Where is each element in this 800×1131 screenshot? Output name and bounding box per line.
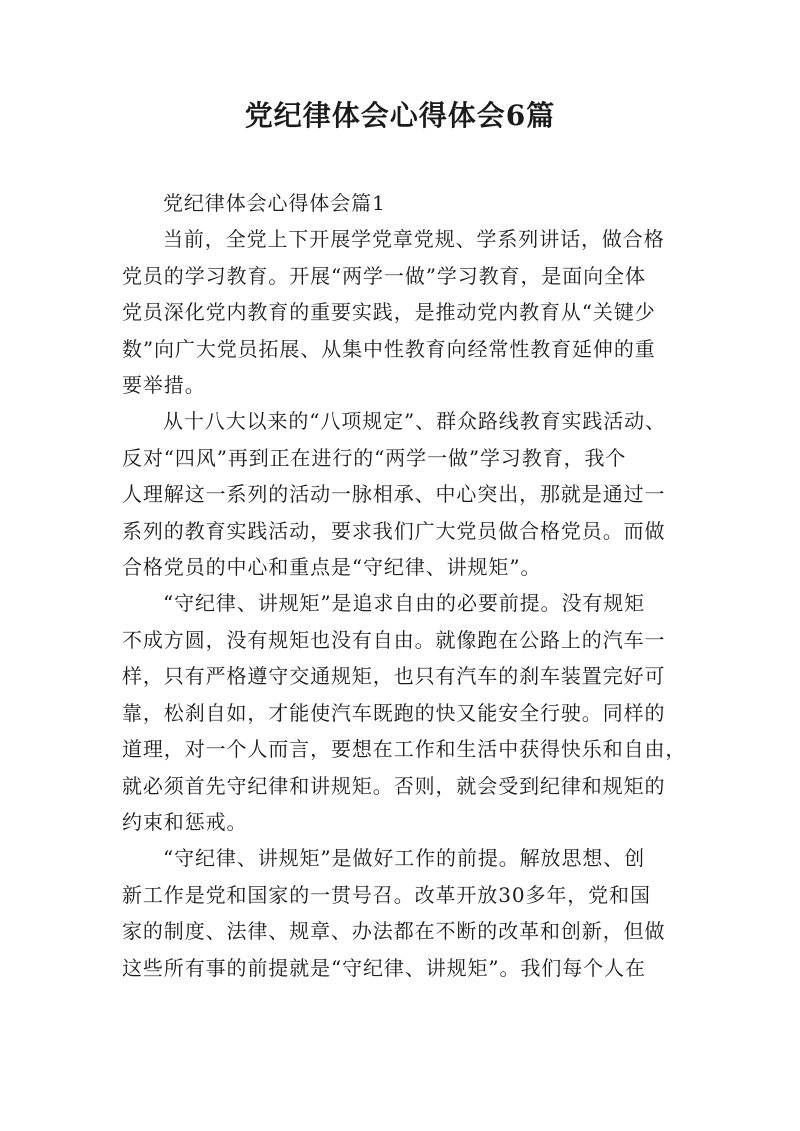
paragraph-line: 系列的教育实践活动，要求我们广大党员做合格党员。而做 xyxy=(122,518,666,543)
paragraph-line: 靠，松刹自如，才能使汽车既跑的快又能安全行驶。同样的 xyxy=(122,700,666,725)
paragraph-line: 数”向广大党员拓展、从集中性教育向经常性教育延伸的重 xyxy=(122,336,656,361)
paragraph-line: 反对“四风”再到正在进行的“两学一做”学习教育，我个 xyxy=(122,445,627,470)
paragraph-line: 人理解这一系列的活动一脉相承、中心突出，那就是通过一 xyxy=(122,482,666,507)
paragraph-line: 党员的学习教育。开展“两学一做”学习教育，是面向全体 xyxy=(122,263,646,288)
paragraph-line: 新工作是党和国家的一贯号召。改革开放30多年，党和国 xyxy=(122,882,651,907)
paragraph-line: 要举措。 xyxy=(122,373,206,398)
paragraph-line: 当前，全党上下开展学党章党规、学系列讲话，做合格 xyxy=(163,227,665,252)
paragraph-line: 党员深化党内教育的重要实践，是推动党内教育从“关键少 xyxy=(122,300,656,325)
paragraph-line: “守纪律、讲规矩”是做好工作的前提。解放思想、创 xyxy=(163,846,646,871)
paragraph-line: 就必须首先守纪律和讲规矩。否则，就会受到纪律和规矩的 xyxy=(122,773,666,798)
document-body xyxy=(122,185,687,986)
document-title: 党纪律体会心得体会6篇 xyxy=(244,99,556,132)
paragraph-line: 样，只有严格遵守交通规矩，也只有汽车的刹车装置完好可 xyxy=(122,664,666,689)
paragraph-line: “守纪律、讲规矩”是追求自由的必要前提。没有规矩 xyxy=(163,591,646,616)
paragraph-line: 约束和惩戒。 xyxy=(122,809,248,834)
paragraph-line: 从十八大以来的“八项规定”、群众路线教育实践活动、 xyxy=(163,409,666,434)
paragraph-line: 道理，对一个人而言，要想在工作和生活中获得快乐和自由， xyxy=(122,737,687,762)
paragraph-line: 不成方圆，没有规矩也没有自由。就像跑在公路上的汽车一 xyxy=(122,627,666,652)
section-heading: 党纪律体会心得体会篇1 xyxy=(163,191,386,215)
paragraph-line: 这些所有事的前提就是“守纪律、讲规矩”。我们每个人在 xyxy=(122,955,646,980)
paragraph-line: 合格党员的中心和重点是“守纪律、讲规矩”。 xyxy=(122,555,542,580)
paragraph-line: 家的制度、法律、规章、办法都在不断的改革和创新，但做 xyxy=(122,919,666,944)
